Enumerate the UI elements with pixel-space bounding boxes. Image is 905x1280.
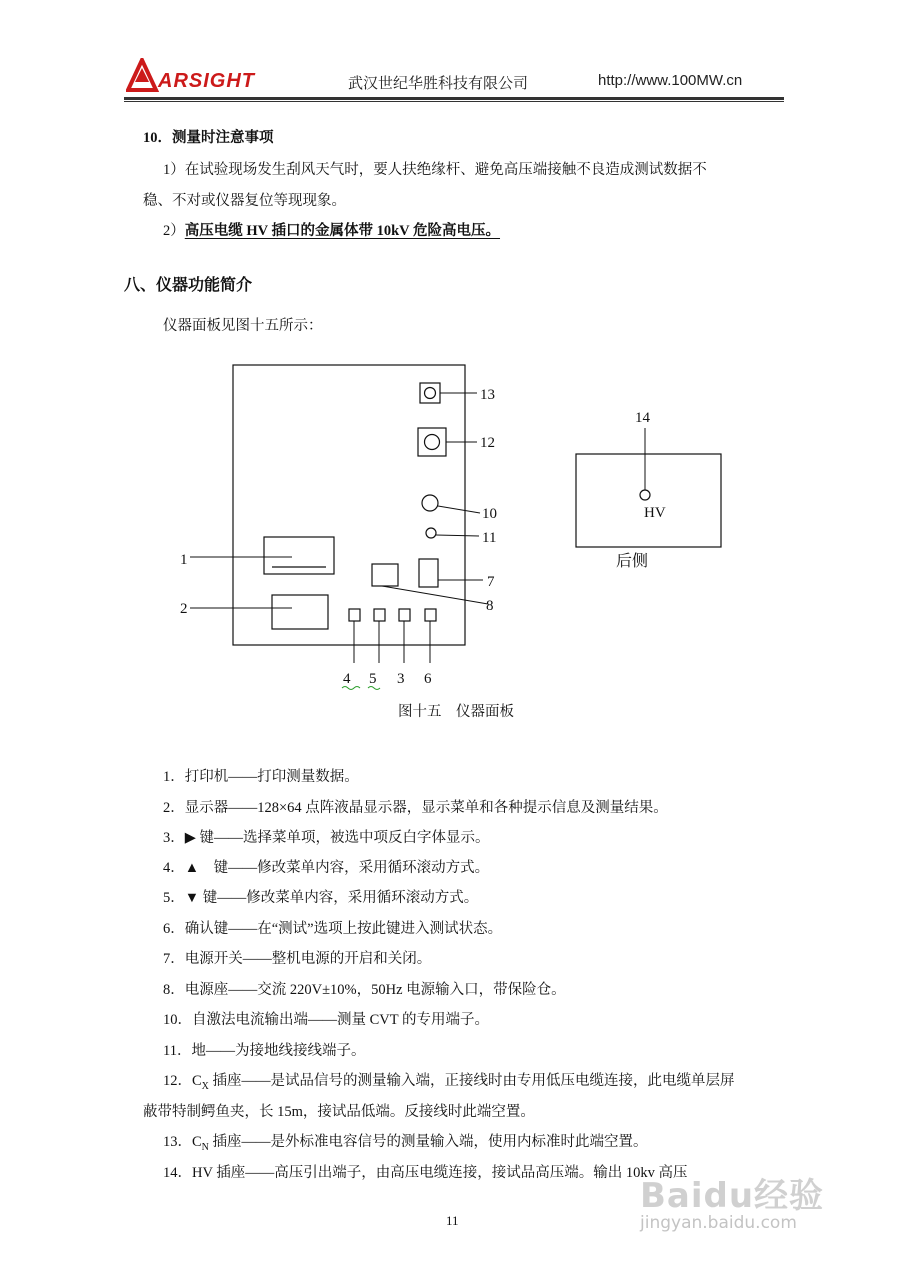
list-item: 5．▼ 键——修改菜单内容，采用循环滚动方式。 [163,890,479,906]
list-item: 2．显示器——128×64 点阵液晶显示器，显示菜单和各种提示信息及测量结果。 [163,800,668,816]
list-item-12-line2: 蔽带特制鳄鱼夹，长 15m，接试品低端。反接线时此端空置。 [143,1104,535,1120]
page-number: 11 [446,1213,459,1228]
item-12-sub: X [201,1080,209,1092]
watermark-url: jingyan.baidu.com [640,1213,797,1233]
baidu-watermark [640,1168,824,1233]
cx-socket-frame [418,428,446,456]
list-item: 4．▲ 键——修改菜单内容，采用循环滚动方式。 [163,860,490,876]
label-1: 1 [180,552,188,568]
section-8-intro: 仪器面板见图十五所示： [163,318,323,334]
section-10-item2 [163,221,500,241]
section-10-title: 10．测量时注意事项 [143,130,274,146]
select-key-icon [399,609,410,621]
label-5: 5 [369,671,377,687]
label-11: 11 [482,530,497,546]
section-10-item1-line1: 1）在试验现场发生刮风天气时，要人扶绝缘杆、避免高压端接触不良造成测试数据不 [163,162,707,178]
label-13: 13 [480,387,495,403]
section-10-item1-line2: 稳、不对或仪器复位等现现象。 [143,193,346,209]
rear-panel-outline [576,454,721,547]
list-item: 6．确认键——在“测试”选项上按此键进入测试状态。 [163,921,503,937]
list-item-12 [163,1071,735,1097]
label-4: 4 [343,671,351,687]
power-switch-icon [419,559,438,587]
list-item: 11．地——为接地线接线端子。 [163,1043,366,1059]
item-12-prefix: 12．C [163,1073,202,1089]
confirm-key-icon [425,609,436,621]
list-item-13 [163,1132,648,1158]
cx-socket-icon [425,435,440,450]
section-8-title: 八、仪器功能简介 [124,277,253,294]
down-key-icon [374,609,385,621]
cn-socket-icon [425,388,436,399]
company-logo-icon [126,58,160,92]
header-divider [124,97,784,100]
hv-label: HV [644,505,666,521]
figure-caption: 图十五 仪器面板 [398,704,514,720]
label-2: 2 [180,601,188,617]
item-13-rest: 插座——是外标准电容信号的测量输入端，使用内标准时此端空置。 [208,1134,648,1150]
label-14: 14 [635,410,650,426]
label-7: 7 [487,574,495,590]
printer-icon [264,537,334,574]
list-item-14: 14．HV 插座——高压引出端子，由高压电缆连接，接试品高压端。输出 10kv 高压 [163,1165,688,1181]
cn-socket-frame [420,383,440,403]
display-icon [272,595,328,629]
hv-socket-icon [640,490,650,500]
current-output-terminal-icon [422,495,438,511]
label-6: 6 [424,671,432,687]
list-item: 7．电源开关——整机电源的开启和关闭。 [163,951,432,967]
list-item: 10．自激法电流输出端——测量 CVT 的专用端子。 [163,1012,489,1028]
power-socket-icon [372,564,398,586]
section-10-item2-prefix: 2） [163,223,185,239]
label-8: 8 [486,598,494,614]
item-13-sub: N [201,1141,209,1153]
section-10-item2-warning: 高压电缆 HV 插口的金属体带 10kV 危险高电压。 [184,223,501,239]
list-item: 1．打印机——打印测量数据。 [163,769,359,785]
front-panel-outline [233,365,465,645]
rear-side-label: 后侧 [616,551,649,570]
header-divider-thin [124,101,784,102]
label-10: 10 [482,506,497,522]
ground-terminal-icon [426,528,436,538]
list-item: 3．▶ 键——选择菜单项，被选中项反白字体显示。 [163,830,490,846]
label-3: 3 [397,671,405,687]
header-company-name: 武汉世纪华胜科技有限公司 [348,75,529,92]
item-12-rest: 插座——是试品信号的测量输入端，正接线时由专用低压电缆连接，此电缆单层屏 [208,1073,735,1089]
instrument-panel-diagram [160,350,760,700]
watermark-main: Baidu经验 [640,1176,825,1216]
item-13-prefix: 13．C [163,1134,202,1150]
label-12: 12 [480,435,495,451]
list-item: 8．电源座——交流 220V±10%，50Hz 电源输入口，带保险仓。 [163,982,566,998]
logo-text: ARSIGHT [158,70,255,92]
up-key-icon [349,609,360,621]
header-website: http://www.100MW.cn [598,72,743,89]
